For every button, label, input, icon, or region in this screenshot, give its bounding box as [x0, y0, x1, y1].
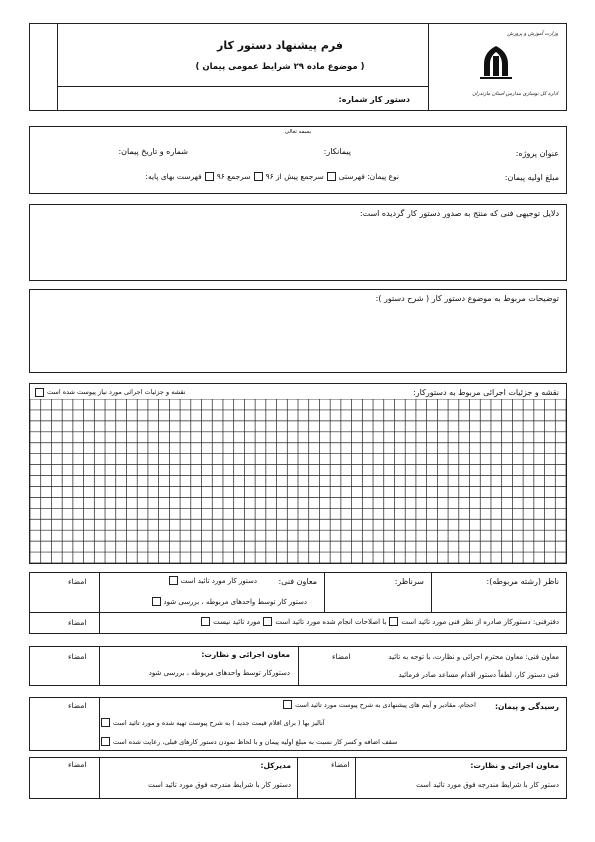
signature-label-3a: امضاء — [332, 652, 351, 661]
contractor-label: پیمانکار: — [323, 147, 351, 156]
signature-label-3b: امضاء — [68, 652, 87, 661]
contract-no-date-label: شماره و تاریخ پیمان: — [118, 147, 188, 156]
review-item-3: سقف اضافه و کسر کار نسبت به مبلغ اولیه پیمان و با لحاظ نمودن دستور کارهای قبلی، رعایت شده است — [113, 737, 398, 746]
not-approved-label: مورد تائید نیست — [213, 617, 261, 626]
logo-text-bottom: اداره کل نوسازی مدارس استان مازندران — [472, 91, 558, 97]
form-title: فرم پیشنهاد دستور کار — [217, 39, 343, 52]
base-price-list-label: فهرست بهای پایه: — [145, 171, 202, 181]
review-item-2: آنالیز بها ( برای اقلام قیمت جدید ) به شرح پیوست تهیه شده و مورد تائید است — [113, 718, 325, 727]
manager-label: مدیرکل: — [260, 761, 291, 770]
signature-label-1: امضاء — [68, 577, 87, 586]
initial-amount-label: مبلغ اولیه پیمان: — [504, 173, 559, 182]
final-exec-deputy-label: معاون اجرائی و نظارت: — [470, 761, 559, 770]
review-item-3-row — [101, 737, 397, 746]
form-subtitle: ( موضوع ماده ۲۹ شرایط عمومی پیمان ) — [195, 62, 365, 72]
checkbox-review-item-1[interactable] — [283, 700, 292, 709]
ref-before-96-label: سرجمع پیش از ۹۶ — [265, 171, 324, 181]
header-divider-left — [57, 23, 58, 111]
review-label: رسیدگی و پیمان: — [494, 702, 559, 711]
contract-type-label: نوع پیمان: فهرستی — [338, 171, 399, 181]
reasons-label: دلایل توجیهی فنی که منتج به صدور دستور کار گردیده است: — [359, 209, 559, 218]
final-exec-deputy-text: دستور کار با شرایط مندرجه فوق مورد تائید است — [416, 781, 559, 789]
contract-type-row — [145, 170, 399, 182]
header-divider-right — [428, 23, 429, 111]
units-review-row — [152, 597, 307, 606]
review-item-1-row — [283, 700, 476, 709]
checkbox-approved[interactable] — [169, 576, 178, 585]
drawings-attached-label: نقشه و جزئیات اجرائی مورد نیاز پیوست شده است — [47, 388, 186, 396]
units-review-label: دستور کار توسط واحدهای مربوطه ، بررسی شود — [163, 597, 307, 606]
project-info-box — [29, 126, 567, 194]
checkbox-base-price-list[interactable] — [205, 172, 214, 181]
drawing-grid[interactable] — [30, 399, 566, 563]
tech-deputy-text-1: معاون فنی: معاون محترم اجرائی و نظارت، با توجه به تائید — [388, 653, 559, 661]
checkbox-ref-before-96[interactable] — [327, 172, 336, 181]
checkbox-drawings-attached[interactable] — [35, 388, 44, 397]
order-number-label: دستور کار شماره: — [338, 95, 410, 104]
exec-deputy-text-3: دستورکار توسط واحدهای مربوطه ، بررسی شود — [148, 669, 290, 677]
exec-deputy-label-3: معاون اجرائی و نظارت: — [201, 650, 290, 659]
logo-text-top: وزارت آموزش و پرورش — [507, 31, 558, 37]
tech-deputy-text-2: فنی دستور کار، لطفاً دستور اقدام مساعد صادر فرمائید — [398, 671, 559, 679]
tech-deputy-label-1: معاون فنی: — [278, 577, 317, 586]
signature-label-final-b: امضاء — [68, 760, 87, 769]
review-item-1: احجام، مقادیر و آیتم های پیشنهادی به شرح پیوست مورد تائید است — [295, 700, 476, 709]
checkbox-ref-96[interactable] — [254, 172, 263, 181]
approved-label: دستور کار مورد تائید است — [180, 576, 257, 585]
checkbox-review-item-2[interactable] — [101, 718, 110, 727]
description-label: توضیحات مربوط به موضوع دستور کار ( شرح دستور ): — [375, 294, 559, 303]
signature-label-2: امضاء — [68, 618, 87, 627]
review-item-2-row — [101, 718, 325, 727]
project-title-label: عنوان پروژه: — [515, 149, 559, 158]
header-divider-h — [57, 86, 428, 87]
manager-text: دستور کار با شرایط مندرجه فوق مورد تائید است — [148, 781, 291, 789]
emblem-logo — [476, 44, 516, 80]
drawings-attached-row — [35, 386, 186, 398]
logo-block — [436, 30, 560, 104]
checkbox-units-review[interactable] — [152, 597, 161, 606]
checkbox-not-approved[interactable] — [201, 617, 210, 626]
approved-row — [169, 576, 257, 585]
with-corrections-label: با اصلاحات انجام شده مورد تائید است — [275, 617, 387, 626]
checkbox-review-item-3[interactable] — [101, 737, 110, 746]
ref-96-label: سرجمع ۹۶ — [216, 171, 251, 181]
tech-office-row — [201, 617, 559, 626]
drawings-label: نقشه و جزئیات اجرائی مربوط به دستورکار: — [413, 388, 559, 397]
bismillah: بسمه تعالی — [284, 129, 312, 135]
supervisor-label: ناظر (رشته مربوطه): — [486, 577, 559, 586]
signature-label-final-a: امضاء — [331, 760, 350, 769]
checkbox-with-corrections[interactable] — [263, 617, 272, 626]
tech-office-label: دفترفنی: دستورکار صادره از نظر فنی مورد تائید است — [401, 617, 559, 626]
checkbox-tech-office-approved[interactable] — [389, 617, 398, 626]
signature-label-review: امضاء — [68, 701, 87, 710]
chief-supervisor-label: سرناظر: — [394, 577, 424, 586]
